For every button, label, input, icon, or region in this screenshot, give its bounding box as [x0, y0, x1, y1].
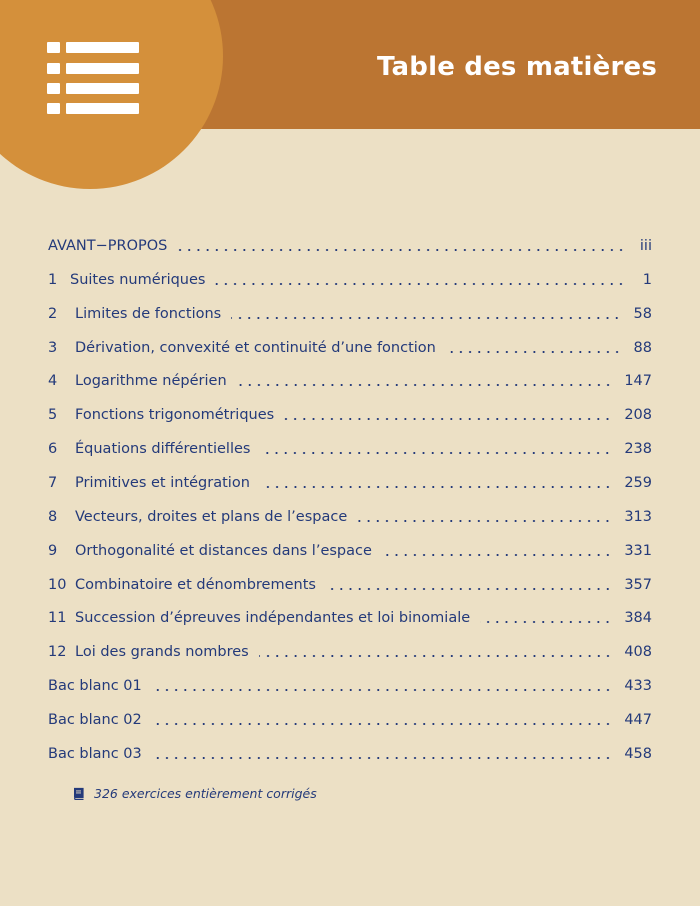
toc-entry-number: 5	[48, 407, 58, 424]
toc-entry[interactable]	[48, 703, 652, 737]
toc-entry-title: Orthogonalité et distances dans l’espace	[75, 542, 372, 559]
toc-entry-number: 10	[48, 576, 67, 593]
toc-entry-number: 8	[48, 508, 58, 525]
dot-leader	[480, 611, 612, 625]
dot-leader	[326, 578, 612, 592]
toc-entry-page: 331	[624, 542, 652, 559]
dot-leader	[237, 374, 613, 388]
dot-leader	[260, 442, 612, 456]
toc-entry[interactable]	[48, 229, 652, 263]
dot-leader	[152, 747, 613, 761]
dot-leader	[284, 408, 612, 422]
toc-entry-title: Succession d’épreuves indépendantes et loi binomiale	[75, 610, 471, 627]
book-icon	[72, 787, 85, 800]
dot-leader	[260, 476, 612, 490]
dot-leader	[446, 341, 622, 355]
toc-entry-number: 7	[48, 474, 58, 491]
table-of-contents	[48, 229, 652, 771]
toc-entry[interactable]	[48, 737, 652, 771]
toc-entry-page: 88	[633, 339, 652, 356]
dot-leader	[357, 510, 612, 524]
toc-entry-title: Primitives et intégration	[75, 474, 250, 491]
toc-entry-page: 208	[624, 407, 652, 424]
dot-leader	[231, 307, 621, 321]
toc-entry-page: 238	[624, 441, 652, 458]
toc-entry-number: 11	[48, 610, 67, 627]
toc-entry-title: Loi des grands nombres	[75, 644, 249, 661]
toc-entry[interactable]	[48, 635, 652, 669]
toc-entry-title: Combinatoire et dénombrements	[75, 576, 316, 593]
toc-entry-number: 12	[48, 644, 67, 661]
toc-entry-number: 1	[48, 271, 58, 288]
toc-entry-page: 384	[624, 610, 652, 627]
toc-entry-page: 259	[624, 474, 652, 491]
footer-note	[72, 786, 317, 801]
toc-entry-page: 147	[624, 373, 652, 390]
toc-entry[interactable]	[48, 568, 652, 602]
toc-entry-number: 6	[48, 441, 58, 458]
footer-note-text: 326 exercices entièrement corrigés	[94, 786, 317, 801]
toc-entry[interactable]	[48, 669, 652, 703]
dot-leader	[152, 679, 613, 693]
toc-entry-number: 9	[48, 542, 58, 559]
toc-entry-page: iii	[639, 237, 652, 254]
toc-entry-page: 433	[624, 678, 652, 695]
toc-entry-title: Fonctions trigonométriques	[75, 407, 275, 424]
dot-leader	[177, 239, 626, 253]
toc-entry-page: 58	[633, 305, 652, 322]
toc-entry-page: 447	[624, 711, 652, 728]
toc-entry-title: Dérivation, convexité et continuité d’une fonction	[75, 339, 436, 356]
toc-entry-number: 3	[48, 339, 58, 356]
toc-entry-number: 4	[48, 373, 58, 390]
toc-entry[interactable]	[48, 466, 652, 500]
dot-leader	[259, 645, 613, 659]
toc-entry-page: 313	[624, 508, 652, 525]
toc-entry-page: 357	[624, 576, 652, 593]
toc-entry-page: 408	[624, 644, 652, 661]
toc-entry-title: Équations différentielles	[75, 441, 251, 458]
toc-entry-page: 1	[642, 271, 652, 288]
toc-entry-title: Bac blanc 01	[48, 678, 142, 695]
toc-entry[interactable]	[48, 297, 652, 331]
toc-entry[interactable]	[48, 364, 652, 398]
toc-entry-number: 2	[48, 305, 58, 322]
toc-entry-page: 458	[624, 745, 652, 762]
toc-entry-title: Suites numériques	[70, 271, 206, 288]
toc-entry[interactable]	[48, 601, 652, 635]
toc-entry-title: Limites de fonctions	[75, 305, 222, 322]
toc-entry[interactable]	[48, 432, 652, 466]
toc-entry[interactable]	[48, 534, 652, 568]
dot-leader	[382, 544, 612, 558]
list-icon	[47, 42, 139, 116]
dot-leader	[152, 713, 613, 727]
page-title: Table des matières	[376, 52, 657, 82]
dot-leader	[215, 273, 626, 287]
toc-entry-title: Bac blanc 03	[48, 745, 142, 762]
toc-entry-title: Vecteurs, droites et plans de l’espace	[75, 508, 348, 525]
toc-entry[interactable]	[48, 398, 652, 432]
toc-entry[interactable]	[48, 331, 652, 365]
toc-entry-title: Bac blanc 02	[48, 711, 142, 728]
toc-entry[interactable]	[48, 500, 652, 534]
toc-entry-title: AVANT−PROPOS	[48, 237, 168, 254]
toc-entry[interactable]	[48, 263, 652, 297]
toc-entry-title: Logarithme népérien	[75, 373, 227, 390]
